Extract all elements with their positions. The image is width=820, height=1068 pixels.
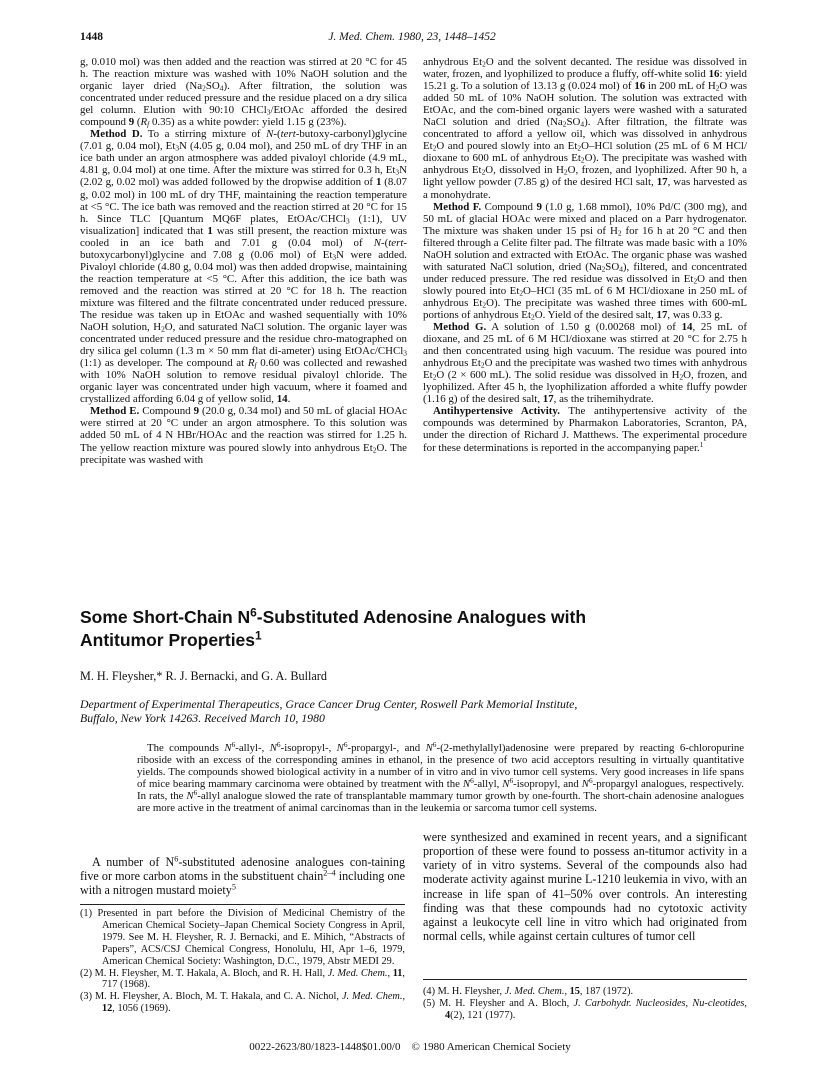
footnote-rule-right xyxy=(423,979,747,980)
footnotes-right: (4) M. H. Fleysher, J. Med. Chem., 15, 187 (1972). (5) M. H. Fleysher and A. Bloch, J. Carbohydr. Nucleosides, Nu-cleotides, 4(2), 121 (1977). xyxy=(423,986,747,1021)
running-header xyxy=(80,31,744,47)
footnotes-left: (1) Presented in part before the Division of Medicinal Chemistry of the American Chemical Society–Japan Chemical Society Congress in April, 1979. See M. H. Fleysher, R. J. Bernacki, and E. Mihich, “Abstracts of Papers”, ACS/CSJ Chemical Congress, Honolulu, HI, Apr 1–6, 1979, American Chemical Society: Washington, D.C., 1979, Abstr MEDI 29. (2) M. H. Fleysher, M. T. Hakala, A. Bloch, and R. H. Hall, J. Med. Chem., 11, 717 (1968). (3) M. H. Fleysher, A. Bloch, M. T. Hakala, and C. A. Nichol, J. Med. Chem., 12, 1056 (1969). xyxy=(80,908,406,1015)
body-right-column: were synthesized and examined in recent years, and a significant proportion of these were found to possess an-titumor activity in a variety of in vitro systems. Several of the compounds also had moderate activity against murine L-1210 leukemia in vivo, with an increase in life span of 41–50% over controls. An interesting finding was that these compounds had no cytotoxic activity against a leukocyte cell line in vitro which had originated from normal cells, while against certain cultures of tumor cell xyxy=(423,830,747,944)
abstract: The compounds $N^6-allyl-$, $N^6-isopropyl-$, $N^6-propargyl-$, and $N^6-(2-methylallyl)adenosine$ were prepared by reacting 6-chloropurine riboside with an excess of the corresponding amines in ethanol, in the presence of two acid acceptors resulting in virtually quantitative yields. The compounds showed biological activity in a number of in vitro and in vivo tumor cell systems. Very good increases in life spans of mice bearing mammary carcinoma were obtained by treatment with the $N^6$-allyl, $N^6$-isopropyl, and $N^6$-propargyl analogues, respectively. In rats, the $N^6$-allyl analogue slowed the rate of transplantable mammary tumor growth by one-fourth. The short-chain adenosine analogues are more active in the treatment of animal carcinomas than in the leukemia or sarcoma tumor cell systems. xyxy=(137,739,745,815)
upper-right-column: anhydrous $Et_2O$ and the solvent decanted. The residue was dissolved in water, frozen, and lyophilized to produce a fluffy, off-white solid 16: yield 15.21 g. To a solution of 13.13 g (0.024 mol) of 16 in 200 mL of $H_2O$ was added 50 mL of 10% NaOH solution. The solution was extracted with EtOAc, and the com-bined organic layers were washed with a saturated NaCl solution and dried $(Na_2SO_4)$. After filtration, the filtrate was concentrated to afford a yellow oil, which was dissolved in anhydrous $Et_2O$ and poured slowly into an $Et_2O$–HCl solution (25 mL of 6 M HCl/ dioxane to 600 mL of anhydrous $Et_2O$). The precipitate was washed with anhydrous $Et_2O$, dissolved in $H_2O$, frozen, and lyophilized. After 90 h, a light yellow powder (7.85 g) of the desired HCl salt, 17, was harvested as a monohydrate. Method F. Compound 9 (1.0 g, 1.68 mmol), 10% Pd/C (300 mg), and 50 mL of glacial HOAc were mixed and placed on a Parr hydrogenator. The mixture was shaken under 15 psi of $H_2$ for 16 h at 20 °C and then filtered through a Celite filter pad. The filtrate was made basic with a 10% NaOH solution and extracted with EtOAc. The organic phase was washed with saturated NaCl solution, dried $(Na_2SO_4)$, filtered, and concentrated under reduced pressure. The red residue was dissolved in $Et_2O$ and then slowly poured into $Et_2O$–HCl (35 mL of 6 M HCl/dioxane in 250 mL of anhydrous $Et_2O$). The precipitate was washed three times with 600-mL portions of anhydrous $Et_2O$. Yield of the desired salt, 17, was 0.33 g. Method G. A solution of 1.50 g (0.00268 mol) of 14, 25 mL of dioxane, and 25 mL of 6 M HCl/dioxane was stirred at 20 °C for 2.75 h and then concentrated using high vacuum. The residue was poured into anhydrous $Et_2O$ and the precipitate was washed two times with anhydrous $Et_2O$ (2 × 600 mL). The solid residue was dissolved in $H_2O$, frozen, and lyophilized. After 45 h, the lyophilization afforded a white fluffy powder (1.16 g) of the desired salt, 17, as the trihemihydrate. Antihypertensive Activity. The antihypertensive activity of the compounds was determined by Pharmakon Laboratories, Scranton, PA, under the direction of Richard J. Matthews. The experimental procedure for these determinations is reported in the accompanying paper.$^1$ xyxy=(423,56,748,454)
page-number: 1448 xyxy=(80,31,103,43)
author-list: M. H. Fleysher,* R. J. Bernacki, and G. A. Bullard xyxy=(80,669,327,683)
body-left-column: A number of $N^6$-substituted adenosine analogues con-taining five or more carbon atoms in the substituent chain$^{2-4}$ including one with a nitrogen mustard moiety$^5$ xyxy=(80,854,405,898)
journal-citation: J. Med. Chem. 1980, 23, 1448–1452 xyxy=(328,31,496,43)
footnote-rule-left xyxy=(80,904,405,905)
author-affiliation: Department of Experimental Therapeutics, Grace Cancer Drug Center, Roswell Park Memorial Institute, Buffalo, New York 14263. Received March 10, 1980 xyxy=(80,697,578,725)
upper-left-column: g, 0.010 mol) was then added and the reaction was stirred at 20 °C for 45 h. The reaction mixture was washed with 10% NaOH solution and the organic layer dried $(Na_2SO_4)$. After filtration, the solution was concentrated under reduced pressure and the residue placed on a dry silica gel column. Elution with 90:10 CHCl$_3$/EtOAc afforded the desired compound 9 ($R_f$ 0.35) as a white powder: yield 1.15 g (23%). Method D. To a stirring mixture of N-(tert-butoxy-carbonyl)glycine (7.01 g, 0.04 mol), $Et_3N$ (4.05 g, 0.04 mol), and 250 mL of dry THF in an ice bath under an argon atmosphere was added pivaloyl chloride (4.9 mL, 4.81 g, 0.04 mol) at one time. After the mixture was stirred for 0.3 h, $Et_3N$ (2.02 g, 0.02 mol) was added followed by the dropwise addition of 1 (8.07 g, 0.02 mol) in 100 mL of dry THF, maintaining the reaction temperature at <5 °C. The ice bath was removed and the reaction stirred at 20 °C for 15 h. Since TLC [Quantum MQ6F plates, EtOAc/CHCl$_3$ (1:1), UV visualization] indicated that 1 was still present, the reaction mixture was cooled in an ice bath and 7.01 g (0.04 mol) of N-(tert-butoxycarbonyl)glycine and 7.08 g (0.06 mol) of $Et_3N$ were added. Pivaloyl chloride (4.80 g, 0.04 mol) was then added dropwise, maintaining the reaction temperature at <5 °C. After this addition, the ice bath was removed and the reaction was stirred at 20 °C for 18 h. The reaction mixture was filtered and the filtrate concentrated under reduced pressure. The residue was taken up in EtOAc and washed sequentially with 10% NaOH solution, $H_2O$, and saturated NaCl solution. The organic layer was concentrated under reduced pressure and the residue chro-matographed on dry silica gel column (1.3 m × 50 mm flat di-ameter) using EtOAc/CHCl$_3$ (1:1) as developer. The compound at $R_f$ 0.60 was collected and rewashed with 10% NaOH solution to remove residual pivaloyl chloride. The organic layer was concentrated under high vacuum, where it foamed and crystallized affording 6.04 g of yellow solid, 14. Method E. Compound 9 (20.0 g, 0.34 mol) and 50 mL of glacial HOAc were stirred at 20 °C under an argon atmosphere. To this solution was added 50 mL of 4 N HBr/HOAc and the reaction was stirred for 1.25 h. The yellow reaction mixture was poured slowly into anhydrous $Et_2O$. The precipitate was washed with xyxy=(80,56,408,466)
article-title: Some Short-Chain $N^6$-Substituted Adenosine Analogues with Antitumor Properties$^1$ xyxy=(80,605,587,650)
page-footer: 0022-2623/80/1823-1448$01.00/0 © 1980 American Chemical Society xyxy=(249,1041,571,1053)
